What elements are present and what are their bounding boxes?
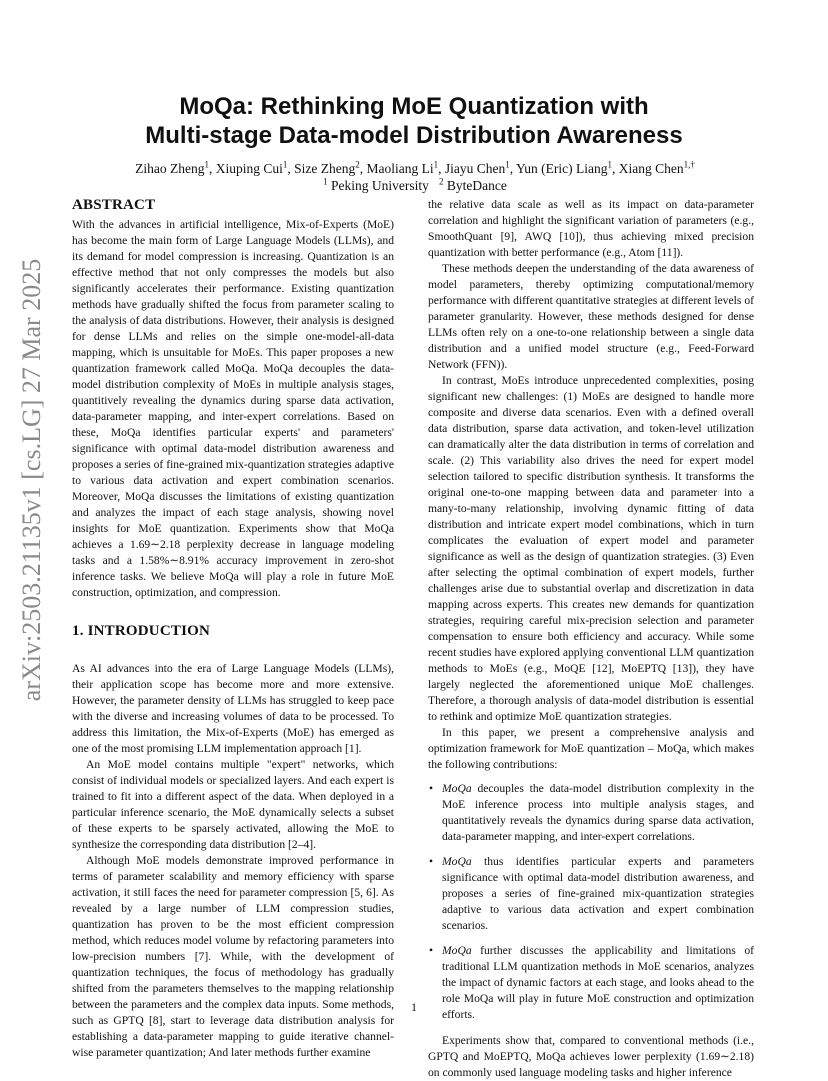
author: Size Zheng$^2$ [294, 159, 360, 176]
abstract-paragraph: With the advances in artificial intelligence, Mix-of-Experts (MoE) has become the main form of Large Language Models (LLMs), and its demand for model compression is increasing. Quantization is an effective method that not only compresses the models but also significantly accelerates their performance. Existing quantization methods have gradually shifted the focus from parameter scaling to the analysis of data distributions. However, their analysis is designed for dense LLMs and relies on the simple one-model-all-data mapping, which is unsuitable for MoEs. This paper proposes a new quantization framework called MoQa. MoQa decouples the data-model distribution complexity of MoEs in multiple analysis stages, quantitively revealing the dynamics during sparse data activation, data-parameter mapping, and inter-expert correlations. Based on these, MoQa identifies particular experts' and parameters' significance with optimal data-model distribution awareness and proposes a series of fine-grained mix-quantization strategies adaptive to various data activation and expert combination scenarios. Moreover, MoQa discusses the limitations of existing quantization and analyzes the impact of each stage analysis, showing novel insights for MoE quantization. Experiments show that MoQa achieves a 1.69∼2.18 perplexity decrease in language modeling tasks and a 1.58%∼8.91% accuracy improvement in zero-shot inference tasks. We believe MoQa will play a role in future MoE construction, optimization, and compression. [72, 218, 394, 599]
author: Maoliang Li$^1$ [366, 159, 439, 176]
body-paragraph: These methods deepen the understanding of the data awareness of model parameters, thereby optimizing computational/memory performance with different quantitative strategies at different levels of parameter granularity. However, these methods designed for dense LLMs often rely on a one-to-one relationship between a single data distribution and a unified model structure (e.g., Feed-Forward Network (FFN)). [428, 262, 754, 371]
bullet-icon: • [429, 855, 434, 868]
paper-title [100, 92, 728, 150]
contributions-list [428, 781, 754, 1023]
author: Jiayu Chen$^1$ [444, 159, 510, 176]
bullet-icon: • [429, 782, 434, 795]
left-column [72, 197, 394, 1061]
page-number: 1 [411, 1000, 417, 1014]
author-list: Zihao Zheng$^1$, Xiuping Cui$^1$, Size Zheng$^2$, Maoliang Li$^1$, Jiayu Chen$^1$, Yun (Eric) Liang$^1$, Xiang Chen$^{1,\dagger}$ [135, 159, 695, 176]
title-line-1: MoQa: Rethinking MoE Quantization with [179, 93, 649, 120]
intro-paragraph: An MoE model contains multiple "expert" networks, which consist of individual models or specialized layers. And each expert is trained to fit into a different aspect of the data. When deployed in a particular inference scenario, the MoE dynamically selects a subset of these experts to be sparsely activated, allowing the MoE to synthesize the corresponding data distribution [2–4]. [72, 758, 394, 851]
author: Yun (Eric) Liang$^1$ [516, 159, 612, 176]
affiliation: $^2$ ByteDance [439, 176, 507, 193]
affiliation-list [70, 177, 760, 194]
arxiv-identifier [6, 258, 58, 702]
bullet-icon: • [429, 944, 434, 957]
author: Xiuping Cui$^1$ [215, 159, 288, 176]
arxiv-identifier-text: arXiv:2503.21135v1 [cs.LG] 27 Mar 2025 [17, 258, 46, 702]
author: Xiang Chen$^{1,\dagger}$ [618, 159, 695, 176]
introduction-heading: 1. INTRODUCTION [72, 623, 211, 639]
list-item: • MoQa thus identifies particular experts and parameters significance with optimal data-model distribution awareness, and proposes a series of fine-grained mix-quantization strategies adaptive to various data activation and expert combination scenarios. [429, 855, 754, 932]
right-column [428, 197, 754, 1081]
intro-paragraph: Although MoE models demonstrate improved performance in terms of parameter scalability and memory efficiency with sparse activation, it still faces the need for parameter compression [5, 6]. As revealed by a large number of LLM compression studies, quantization has proven to be the most efficient compression method, which reduces model volume by refactoring parameters into low-precision numbers [7]. While, with the development of quantization techniques, the focus of methodology has gradually shifted from the parameters themselves to the mapping relationship between the parameters and the complex data inputs. Some methods, such as GPTQ [8], start to leverage data distribution analysis for establishing a data-parameter mapping to guide iterative channel-wise parameter quantization; And later methods further examine [72, 854, 394, 1059]
body-paragraph: the relative data scale as well as its impact on data-parameter correlation and highlight the significant variation of parameters (e.g., SmoothQuant [9], AWQ [10]), thus achieving mixed precision quantization with better performance (e.g., Atom [11]). [428, 198, 754, 259]
abstract-heading: ABSTRACT [72, 197, 156, 213]
affiliation: $^1$ Peking University [323, 176, 429, 193]
body-paragraph: In contrast, MoEs introduce unprecedented complexities, posing significant new challenges: (1) MoEs are designed to handle more composite and diverse data scenarios. Even with a defined overall data distribution, sparse data activation, and token-level utilization can dramatically alter the data distribution in terms of correlation and scale. (2) This variability also drives the need for expert model selection tailored to specific distribution synthesis. It transforms the original one-to-one mapping between data and parameter into a many-to-many relationship, involving dynamic fitting of data distribution and intricate expert model combinations, which in turn complicates the evaluation of expert model and parameter significance as well as the design of quantization strategies. (3) Even after selecting the optimal combination of expert models, further challenges arise due to substantial overlap and discretization in data mapping across experts. This creates new demands for quantization strategies, requiring careful mix-precision selection and parameter compensation to ensure both efficiency and accuracy. While some recent studies have explored applying conventional LLM quantization methods to MoEs (e.g., MoQE [12], MoEPTQ [13]), they have largely neglected the aforementioned unique MoE challenges. Therefore, a thorough analysis of data-model distribution is essential to rethink and optimize MoE quantization strategies. [428, 374, 754, 723]
author: Zihao Zheng$^1$ [135, 159, 209, 176]
body-paragraph: Experiments show that, compared to conventional methods (i.e., GPTQ and MoEPTQ, MoQa achieves lower perplexity (1.69∼2.18) on commonly used language modeling tasks and higher inference [428, 1034, 754, 1079]
list-item: • MoQa decouples the data-model distribution complexity in the MoE inference process into multiple analysis stages, and quantitatively reveals the dynamics during sparse data activation, data-parameter mapping, and inter-expert correlations. [429, 782, 754, 843]
list-item: • MoQa further discusses the applicability and limitations of traditional LLM quantization methods in MoE scenarios, analyzes the impact of dynamic factors at each stage, and looks ahead to the role MoQa will play in future MoE construction and optimization efforts. [429, 944, 754, 1021]
title-line-2: Multi-stage Data-model Distribution Awareness [145, 122, 683, 149]
body-paragraph: In this paper, we present a comprehensive analysis and optimization framework for MoE quantization – MoQa, which makes the following contributions: [428, 726, 754, 771]
intro-paragraph: As AI advances into the era of Large Language Models (LLMs), their application scope has become more and more extensive. However, the parameter density of LLMs has struggled to keep pace with the diverse and increasing volumes of data to be processed. To address this limitation, the Mix-of-Experts (MoE) has emerged as one of the most promising LLM implementation approach [1]. [72, 662, 394, 755]
